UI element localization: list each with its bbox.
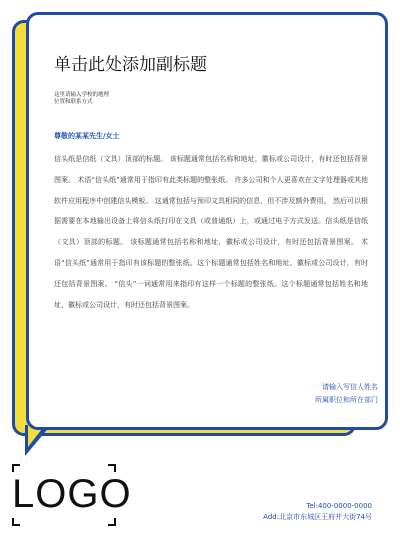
logo-placeholder[interactable] <box>12 464 132 526</box>
footer-address: Add:北京市东城区王府井大街74号 <box>263 513 372 521</box>
address-line-2: 位置和联系方式 <box>54 99 93 105</box>
page-subtitle[interactable]: 单击此处添加副标题 <box>54 55 207 75</box>
letter-body[interactable]: 信头纸是信纸（文具）顶部的标题。 该标题通常包括名称和地址，徽标或公司设计，有时还包括背景图案。 术语“信头纸”通常用于指印有此类标题的整张纸。 许多公司和个人更喜欢在文字处理器或其他软件应用程序中创建信头模板。 这通常包括与预印文具相同的信息，但不涉及额外费用。 然后可以根据需要在本地输出设备上将信头纸打印在文具（或普通纸）上，或通过电子方式发送。信头纸是信纸（文具）顶部的标题。 该标题通常包括名称和地址，徽标或公司设计，有时还包括背景图案。 术语“信头纸”通常用于指印有该标题的整张纸。这个标题通常包括姓名和地址、徽标或公司设计，有时还包括背景图案。 “信头”一词通常用来指印有这样一个标题的整张纸。这个标题通常包括姓名和地址、徽标或公司设计，有时还包括背景图案。 <box>54 155 368 309</box>
logo-corner-mark <box>12 518 20 526</box>
address-line-1: 这里请输入学校的地理 <box>54 92 110 98</box>
school-address-note[interactable] <box>54 92 109 106</box>
footer-telephone: Tel:400-0000-0000 <box>306 502 372 510</box>
logo-corner-mark <box>108 518 116 526</box>
greeting[interactable]: 尊敬的某某先生/女士 <box>54 132 120 140</box>
sender-department[interactable]: 所属职位和所在部门 <box>315 396 378 404</box>
logo-corner-mark <box>108 464 116 472</box>
logo-text: LOGO <box>12 472 132 516</box>
sender-name[interactable]: 请输入写信人姓名 <box>322 383 378 391</box>
logo-corner-mark <box>12 464 20 472</box>
